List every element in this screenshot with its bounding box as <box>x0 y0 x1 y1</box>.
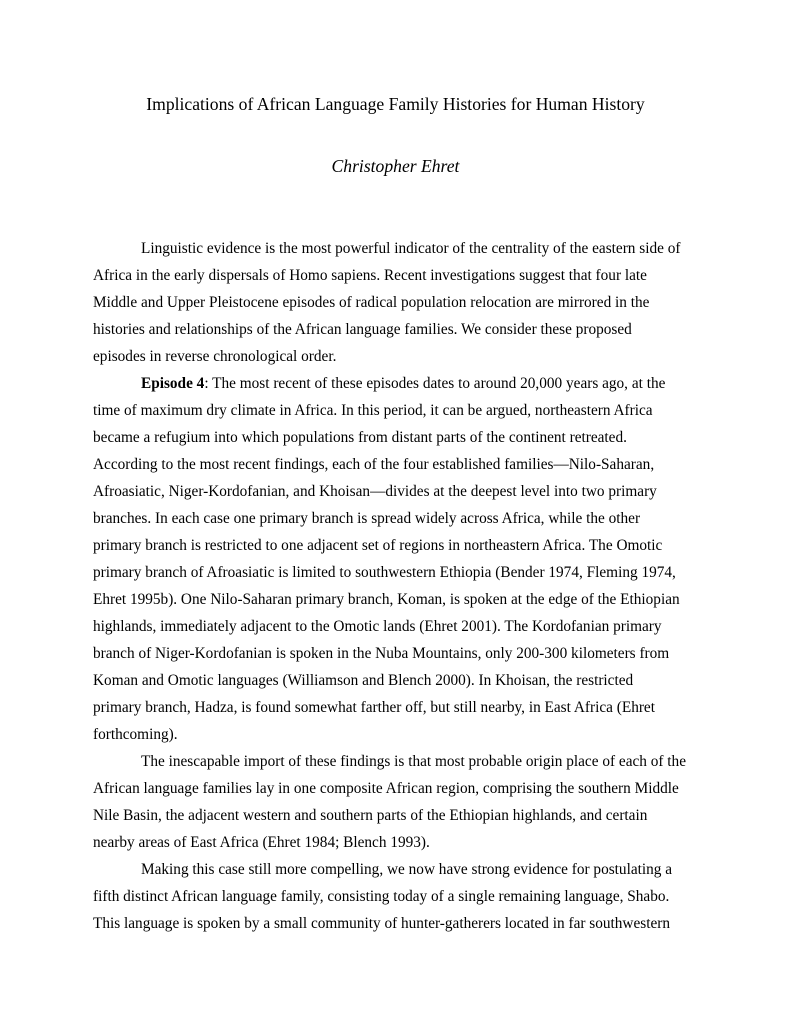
body-line: Middle and Upper Pleistocene episodes of radical population relocation are mirrored in the <box>93 294 650 311</box>
body-line: Nile Basin, the adjacent western and southern parts of the Ethiopian highlands, and certain <box>93 807 648 824</box>
body-line: Afroasiatic, Niger-Kordofanian, and Khoisan—divides at the deepest level into two primary <box>93 483 657 500</box>
body-line: time of maximum dry climate in Africa. In this period, it can be argued, northeastern Africa <box>93 402 653 419</box>
body-line: primary branch of Afroasiatic is limited to southwestern Ethiopia (Bender 1974, Fleming 1974, <box>93 564 676 581</box>
body-line: highlands, immediately adjacent to the Omotic lands (Ehret 2001). The Kordofanian primary <box>93 618 662 635</box>
body-line: branch of Niger-Kordofanian is spoken in the Nuba Mountains, only 200-300 kilometers from <box>93 645 670 662</box>
body-line: fifth distinct African language family, consisting today of a single remaining language, Shabo. <box>93 888 670 905</box>
body-line: forthcoming). <box>93 726 178 743</box>
body-line: episodes in reverse chronological order. <box>93 348 337 365</box>
body-line: became a refugium into which populations from distant parts of the continent retreated. <box>93 429 627 446</box>
body-line: Ehret 1995b). One Nilo-Saharan primary branch, Koman, is spoken at the edge of the Ethiopian <box>93 591 680 608</box>
body-line: branches. In each case one primary branch is spread widely across Africa, while the other <box>93 510 641 527</box>
body-line: This language is spoken by a small community of hunter-gatherers located in far southwestern <box>93 915 670 932</box>
body-line: primary branch is restricted to one adjacent set of regions in northeastern Africa. The Omotic <box>93 537 663 554</box>
episode-heading: Episode 4 <box>141 375 205 392</box>
paper-title: Implications of African Language Family Histories for Human History <box>146 94 645 114</box>
body-line: Linguistic evidence is the most powerful indicator of the centrality of the eastern side of <box>141 240 681 257</box>
body-line: nearby areas of East Africa (Ehret 1984; Blench 1993). <box>93 834 430 851</box>
body-line: According to the most recent findings, each of the four established families—Nilo-Saharan, <box>93 456 655 473</box>
body-line: The inescapable import of these findings is that most probable origin place of each of the <box>141 753 686 770</box>
paper-author: Christopher Ehret <box>331 156 460 176</box>
body-line: Koman and Omotic languages (Williamson and Blench 2000). In Khoisan, the restricted <box>93 672 634 689</box>
body-line: African language families lay in one composite African region, comprising the southern Middle <box>93 780 679 797</box>
body-line: Africa in the early dispersals of Homo sapiens. Recent investigations suggest that four late <box>93 267 647 284</box>
episode-4-line <box>141 374 665 394</box>
episode-text: : The most recent of these episodes dates to around 20,000 years ago, at the <box>204 375 666 392</box>
body-line: primary branch, Hadza, is found somewhat farther off, but still nearby, in East Africa (Ehret <box>93 699 655 716</box>
body-line: histories and relationships of the African language families. We consider these proposed <box>93 321 632 338</box>
body-line: Making this case still more compelling, we now have strong evidence for postulating a <box>141 861 673 878</box>
